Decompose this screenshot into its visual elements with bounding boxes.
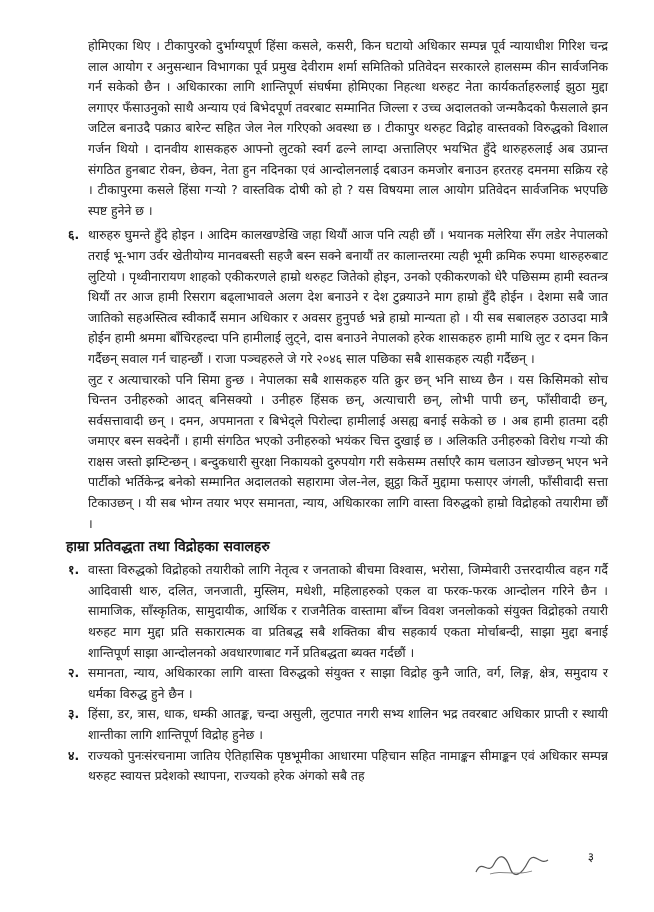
- signature-image: [472, 852, 552, 880]
- list-item-3: [68, 704, 608, 745]
- list-item-continuation: लुट र अत्याचारको पनि सिमा हुन्छ । नेपालका सबै शासकहरु यति क्रुर छन् भनि साध्य छैन । यस किसिमको सोच चिन्तन उनीहरुको आदत् बनिसक्यो । उनीहरु हिंसक छन्, अत्याचारी छन्, लोभी पापी छन्, फाँसीवादी छन्, सर्वसत्तावादी छन् । दमन, अपमानता र बिभेद्ले पिरोल्दा हामीलाई असह्य बनाई सकेको छ । अब हामी हातमा दही जमाएर बस्न सक्देनौं । हामी संगठित भएको उनीहरुको भयंकर चित्त दुखाई छ । अलिकति उनीहरुको विरोध गऱ्यो की राक्षस जस्तो झम्टिन्छन् । बन्दुकधारी सुरक्षा निकायको दुरुपयोग गरी सकेसम्म तर्साएरै काम चलाउन खोज्छन् भएन भने पार्टीको भर्तिकेन्द्र बनेको सम्मानित अदालतको सहारामा जेल-नेल, झुट्ठा किर्ते मुद्दामा फसाएर जंगली, फाँसीवादी सत्ता टिकाउछन् । यी सब भोग्न तयार भएर समानता, न्याय, अधिकारका लागि वास्ता विरुद्धको हाम्रो विद्रोहको तयारीमा छौं ।: [88, 371, 608, 531]
- list-item-text: हिंसा, डर, त्रास, धाक, धम्की आतङ्क, चन्दा असुली, लुटपात नगरी सभ्य शालिन भद्र तवरबाट अधिकार प्राप्ती र स्थायी शान्तीका लागि शान्तिपूर्ण विद्रोह हुनेछ ।: [88, 706, 608, 742]
- list-item-text: थारुहरु घुमन्ते हुँदे होइन । आदिम कालखण्डेखि जहा थियौं आज पनि त्यही छौं । भयानक मलेरिया सँग लडेर नेपालको तराई भू-भाग उर्वर खेतीयोग्य मानवबस्ती सहजै बस्न सक्ने बनायौं तर कालान्तरमा त्यही भूमी क्रमिक रुपमा थारुहरुबाट लुटियो । पृथ्वीनारायण शाहको एकीकरणले हाम्रो थरुहट जितेको होइन, उनको एकीकरणको धेरै पछिसम्म हामी स्वतन्त्र थियौं तर आज हामी रिसराग बढ्लाभावले अलग देश बनाउने र देश टुक्र्याउने माग हाम्रो हुँदै होईन । देशमा सबै जात जातिको सहअस्तित्व स्वीकार्दै समान अधिकार र अवसर हुनुपर्छ भन्ने हाम्रो मान्यता हो । यी सब सबालहरु उठाउदा मात्रै होईन हामी श्रममा बाँचिरहल्दा पनि हामीलाई लुट्ने, दास बनाउने नेपालको हरेक शासकहरु हामी माथि लुट र दमन किन गर्दैछन् सवाल गर्न चाहन्छौं । राजा पञ्चहरुले जे गरे २०४६ साल पछिका सबै शासकहरु त्यही गर्दैछन् ।: [88, 227, 608, 366]
- list-item-4: [68, 746, 608, 787]
- list-item-number: ४.: [68, 747, 80, 763]
- list-item-text: राज्यको पुनःसंरचनामा जातिय ऐतिहासिक पृष्ठभूमीका आधारमा पहिचान सहित नामाङ्कन सीमाङ्कन एवं अधिकार सम्पन्न थरुहट स्वायत्त प्रदेशको स्थापना, राज्यको हरेक अंगको सबै तह: [88, 747, 608, 784]
- list-item-text: वास्ता विरुद्धको विद्रोहको तयारीको लागि नेतृत्व र जनताको बीचमा विश्वास, भरोसा, जिम्मेवारी उत्तरदायीत्व वहन गर्दै आदिवासी थारु, दलित, जनजाती, मुस्लिम, मधेशी, महिलाहरुको एकल वा फरक-फरक आन्दोलन गरिने छैन । सामाजिक, साँस्कृतिक, सामुदायीक, आर्थिक र राजनैतिक वास्तामा बाँच्न विवश जनलोकको संयुक्त विद्रोहको तयारी थरुहट माग मुद्दा प्रति सकारात्मक वा प्रतिबद्ध सबै शक्तिका बीच सहकार्य एकता मोर्चाबन्दी, साझा मुद्दा बनाई शान्तिपूर्ण साझा आन्दोलनको अवधारणाबाट गर्ने प्रतिबद्धता ब्यक्त गर्दछौं ।: [88, 562, 608, 660]
- intro-paragraph: होमिएका थिए । टीकापुरको दुर्भाग्यपूर्ण हिंसा कसले, कसरी, किन घटायो अधिकार सम्पन्न पूर्व न्यायाधीश गिरिश चन्द्र लाल आयोग र अनुसन्धान विभागका पूर्व प्रमुख देवीराम शर्मा समितिको प्रतिवेदन सरकारले हालसम्म कीन सार्वजनिक गर्न सकेको छैन । अधिकारका लागि शान्तिपूर्ण संघर्षमा होमिएका निहत्था थरुहट नेता कार्यकर्ताहरुलाई झुठा मुद्दा लगाएर फँसाउनुको साथै अन्याय एवं बिभेदपूर्ण तवरबाट सम्मानित जिल्ला र उच्च अदालतको जन्मकैदको फैसलाले झन जटिल बनाउदै पक्राउ बारेन्ट सहित जेल नेल गरिएको अवस्था छ । टीकापुर थरुहट विद्रोह वास्तवको विरुद्धको विशाल गर्जन थियो । दानवीय शासकहरु आफ्नो लुटको स्वर्ग ढल्ने लाग्दा अत्तालिएर भयभित हुँदे थारुहरुलाई अब उप्रान्त संगठित हुनबाट रोक्न, छेक्न, नेता हुन नदिनका एवं आन्दोलनलाई दबाउन कमजोर बनाउन हरतरह दमनमा सक्रिय रहे । टीकापुरमा कसले हिंसा गऱ्यो ? वास्तविक दोषी को हो ? यस विषयमा लाल आयोग प्रतिवेदन सार्वजनिक भएपछि स्पष्ट हुनेने छ ।: [88, 38, 608, 218]
- list-item-number: १.: [68, 562, 80, 578]
- list-item-number: ३.: [68, 706, 80, 722]
- list-item-number: ६.: [68, 227, 80, 243]
- list-item-6: [68, 225, 608, 534]
- section-heading: हाम्रा प्रतिवद्धता तथा विद्रोहका सवालहरु: [66, 539, 270, 556]
- page-number: ३: [587, 850, 594, 864]
- list-item-2: [68, 663, 608, 704]
- list-item-1: [68, 560, 608, 663]
- list-item-text: समानता, न्याय, अधिकारका लागि वास्ता विरुद्धको संयुक्त र साझा विद्रोह कुनै जाति, वर्ग, लिङ्ग, क्षेत्र, समुदाय र धर्मका विरुद्ध हुने छैन ।: [88, 665, 608, 701]
- list-item-number: २.: [68, 665, 80, 681]
